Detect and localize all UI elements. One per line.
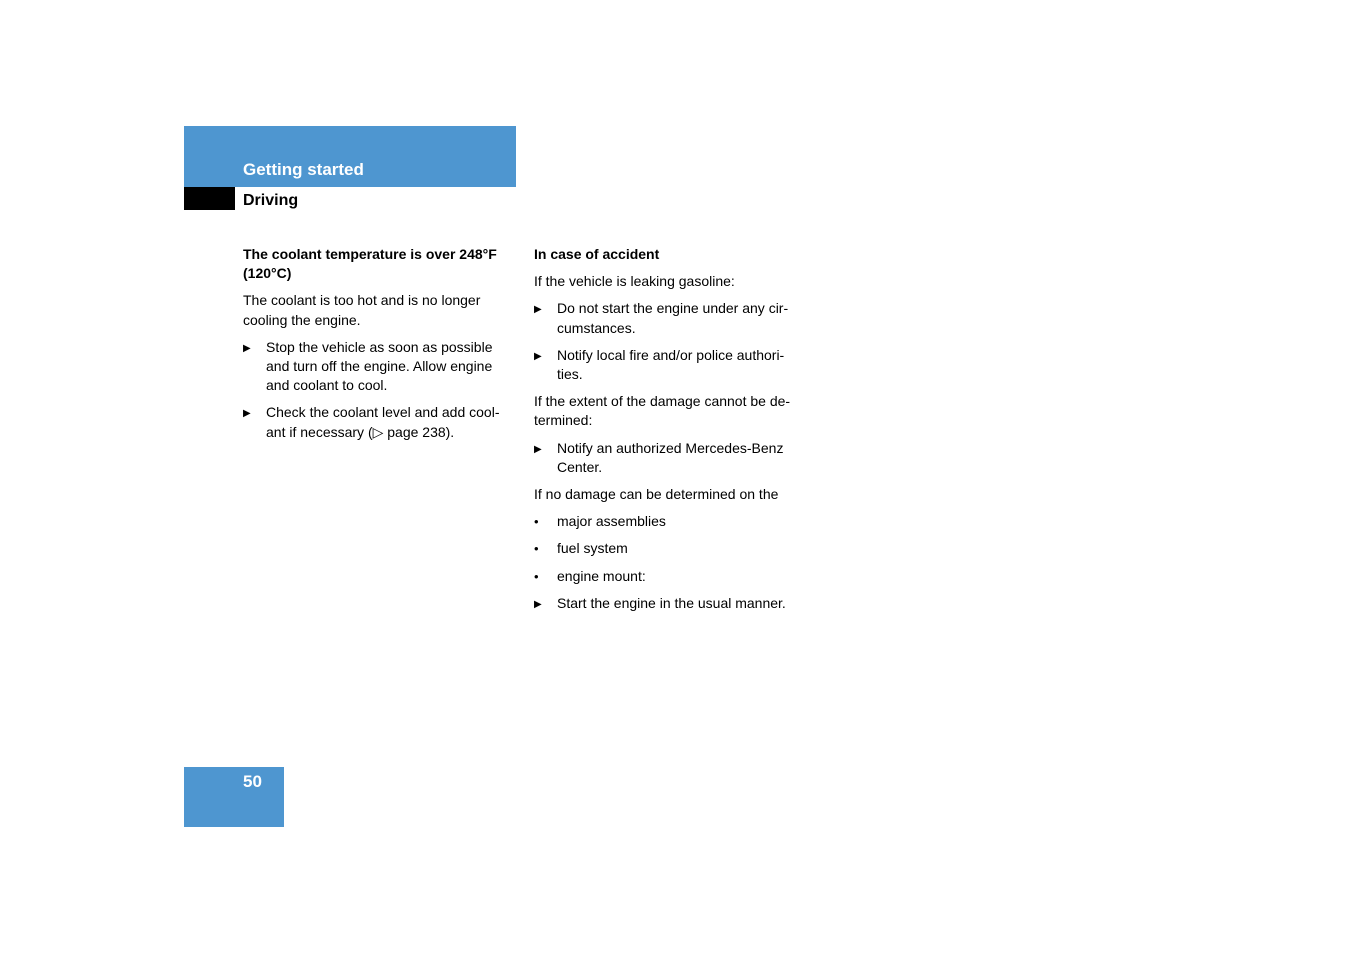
section-title: Getting started bbox=[243, 160, 364, 179]
arrow-icon: ▶ bbox=[243, 342, 251, 354]
bullet-text: fuel system bbox=[557, 540, 628, 557]
arrow-icon: ▶ bbox=[534, 350, 542, 362]
arrow-icon: ▶ bbox=[534, 598, 542, 610]
list-item bbox=[534, 567, 809, 586]
page-number: 50 bbox=[243, 772, 262, 791]
list-item bbox=[534, 439, 809, 477]
subsection-tab-marker bbox=[184, 187, 235, 210]
arrow-icon: ▶ bbox=[534, 304, 542, 316]
arrow-icon: ▶ bbox=[534, 443, 542, 455]
bullet-icon: • bbox=[534, 541, 539, 557]
page-number-box bbox=[184, 767, 284, 827]
list-item bbox=[534, 539, 809, 558]
step-text: Notify local fire and/or police authori-ties. bbox=[557, 346, 785, 383]
step-text: Stop the vehicle as soon as possible and turn off the engine. Allow engine and coolant to cool. bbox=[266, 338, 493, 394]
arrow-icon: ▶ bbox=[243, 408, 251, 420]
right-column bbox=[534, 245, 809, 621]
list-item bbox=[243, 403, 518, 441]
bullet-text: major assemblies bbox=[557, 513, 666, 530]
list-item bbox=[534, 594, 809, 613]
coolant-intro: The coolant is too hot and is no longer cooling the engine. bbox=[243, 292, 481, 328]
no-damage-intro: If no damage can be determined on the bbox=[534, 486, 779, 503]
list-item bbox=[243, 338, 518, 396]
bullet-icon: • bbox=[534, 568, 539, 584]
bullet-text: engine mount: bbox=[557, 567, 646, 584]
step-text: Check the coolant level and add cool-ant if necessary (▷ page 238). bbox=[266, 404, 500, 440]
subsection-title: Driving bbox=[243, 192, 299, 209]
list-item bbox=[534, 346, 809, 384]
bullet-icon: • bbox=[534, 514, 539, 530]
gasoline-intro: If the vehicle is leaking gasoline: bbox=[534, 273, 735, 290]
damage-intro: If the extent of the damage cannot be de-termined: bbox=[534, 393, 791, 429]
step-text: Do not start the engine under any cir-cumstances. bbox=[557, 300, 789, 336]
step-text: Notify an authorized Mercedes-Benz Center. bbox=[557, 439, 784, 475]
accident-heading: In case of accident bbox=[534, 246, 660, 262]
step-text: Start the engine in the usual manner. bbox=[557, 594, 786, 611]
list-item bbox=[534, 512, 809, 531]
left-column bbox=[243, 245, 518, 450]
list-item bbox=[534, 299, 809, 337]
coolant-heading: The coolant temperature is over 248°F (120°C) bbox=[243, 246, 497, 282]
